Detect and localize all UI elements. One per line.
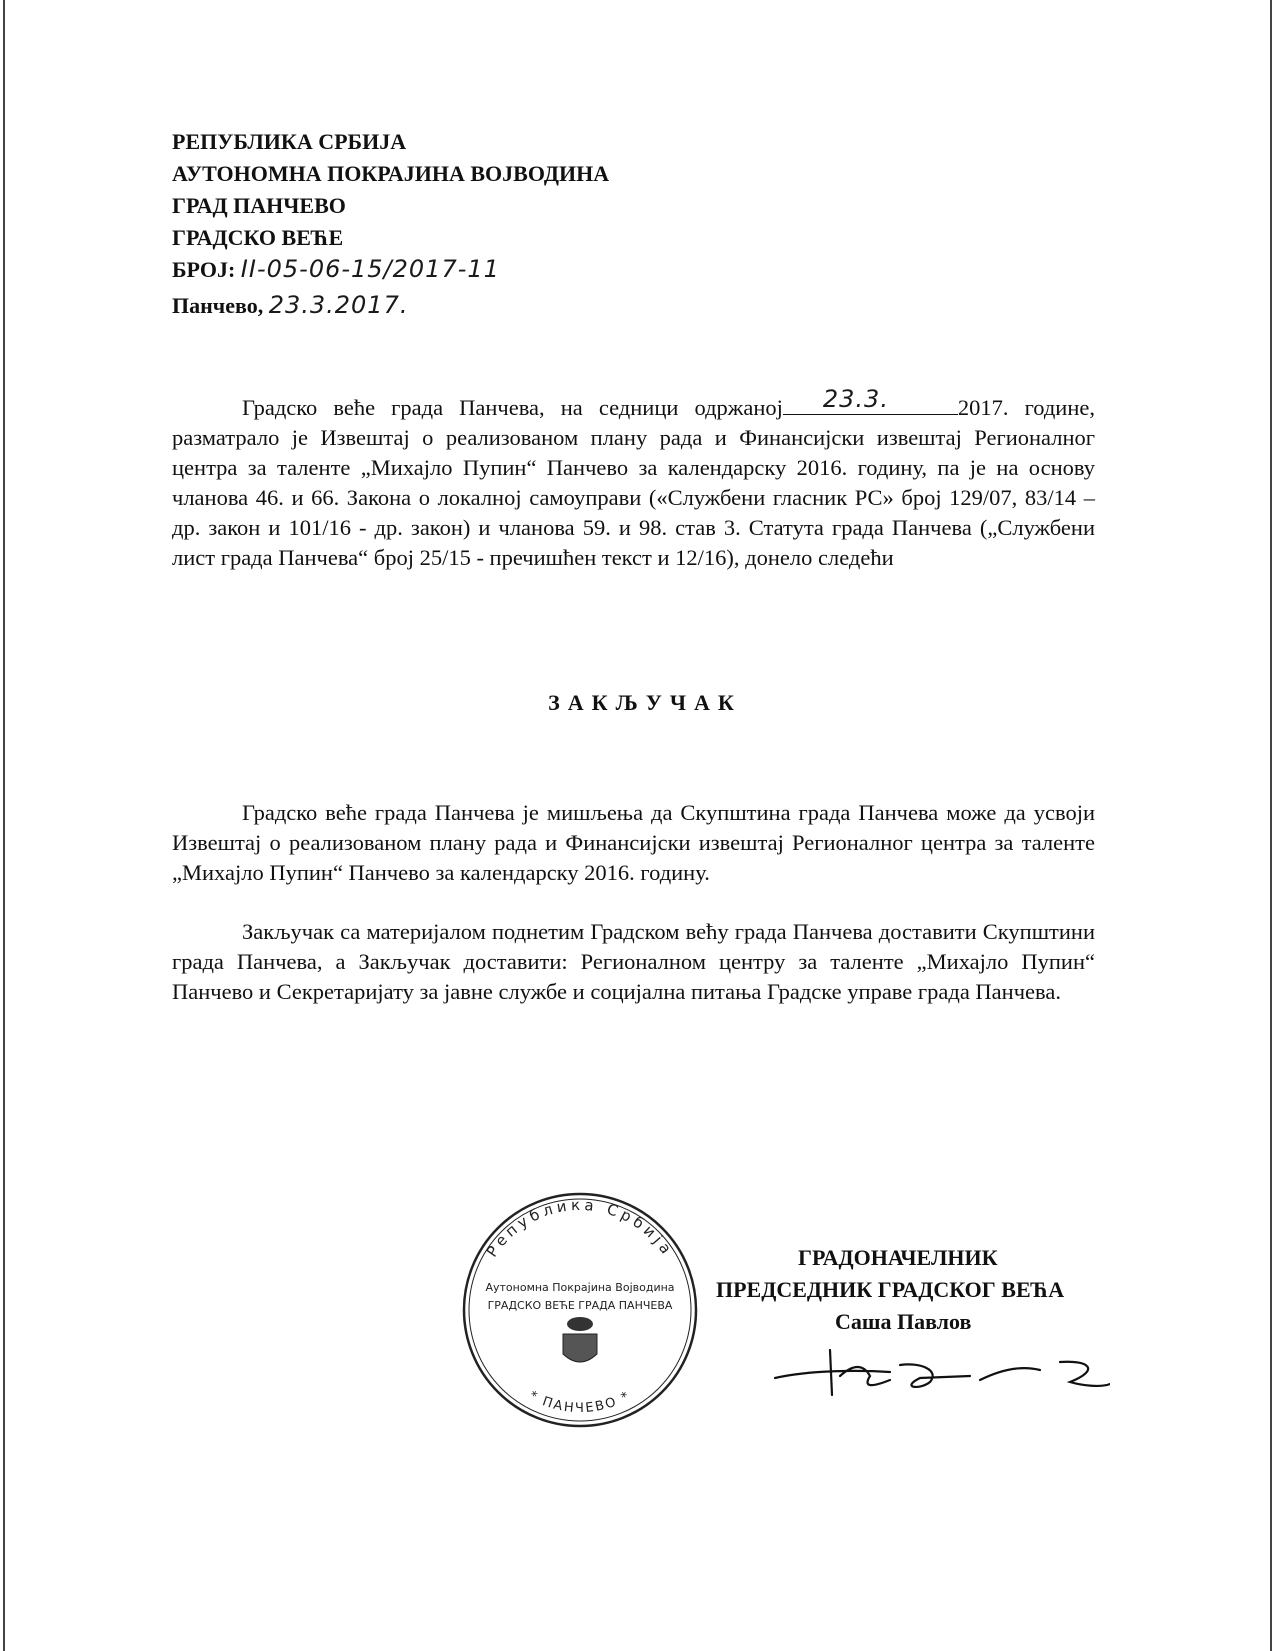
signature-role-mayor: ГРАДОНАЧЕЛНИК [798,1245,998,1270]
header-republic: РЕПУБЛИКА СРБИЈА [172,129,407,154]
stamp-bottom-text: * ПАНЧЕВО * [526,1388,634,1417]
svg-text:* ПАНЧЕВО * [527,1388,634,1416]
header-city: ГРАД ПАНЧЕВО [172,193,346,218]
document-number [172,256,500,283]
preamble-paragraph [172,385,1095,573]
date-handwritten: 23.3.2017. [268,291,409,319]
session-date-handwritten: 23.3. [822,385,889,413]
document-title: ЗАКЉУЧАК [548,690,742,715]
signature-role-council-president: ПРЕДСЕДНИК ГРАДСКОГ ВЕЋА [716,1277,1065,1302]
header-province: АУТОНОМНА ПОКРАЈИНА ВОЈВОДИНА [172,161,610,186]
header-council: ГРАДСКО ВЕЋЕ [172,225,344,250]
number-handwritten: II-05-06-15/2017-11 [240,255,500,283]
scan-edge-right [1270,0,1272,1651]
handwritten-signature [770,1340,1110,1400]
stamp-middle-text: Аутономна Покрајина Војводина [485,1281,675,1294]
number-label: БРОЈ: [172,257,236,282]
document-place-date [172,292,408,319]
conclusion-paragraph-1 [172,798,1095,888]
signature-name: Саша Павлов [835,1309,972,1334]
stamp-outer-text: Република Србија [482,1195,678,1261]
scan-edge-left [3,0,5,1651]
conclusion-text-2: Закључак са материјалом поднетим Градском већу града Панчева доставити Скупштини града Панчева, а Закључак доставити: Регионалном центру за таленте „Михајло Пупин“ Панчево и Секретаријату за јавне службе и социјална питања Градске управе града Панчева. [172,919,1095,1004]
preamble-text-rest: 2017. године, разматрало је Извештај о реализованом плану рада и Финансијски извештај Регионалног центра за таленте „Михајло Пупин“ Панчево за календарску 2016. годину, па је на основу чланова 46. и 66. Закона о локалној самоуправи («Службени гласник РС» број 129/07, 83/14 – др. закон и 101/16 - др. закон) и чланова 59. и 98. став 3. Статута града Панчева („Службени лист града Панчева“ број 25/15 - пречишћен текст и 12/16), донело следећи [172,395,1095,570]
svg-text:Република Србија [483,1196,677,1261]
session-date-blank [783,385,958,415]
place-label: Панчево, [172,293,264,318]
conclusion-paragraph-2 [172,917,1095,1007]
coat-of-arms-icon [563,1317,597,1362]
stamp-inner-text: ГРАДСКО ВЕЋЕ ГРАДА ПАНЧЕВА [487,1299,673,1312]
official-stamp [460,1190,700,1430]
preamble-text-start: Градско веће града Панчева, на седници одржаној [242,395,783,420]
conclusion-text-1: Градско веће града Панчева је мишљења да Скупштина града Панчева може да усвоји Извештај о реализованом плану рада и Финансијски извештај Регионалног центра за таленте „Михајло Пупин“ Панчево за календарску 2016. годину. [172,800,1095,885]
